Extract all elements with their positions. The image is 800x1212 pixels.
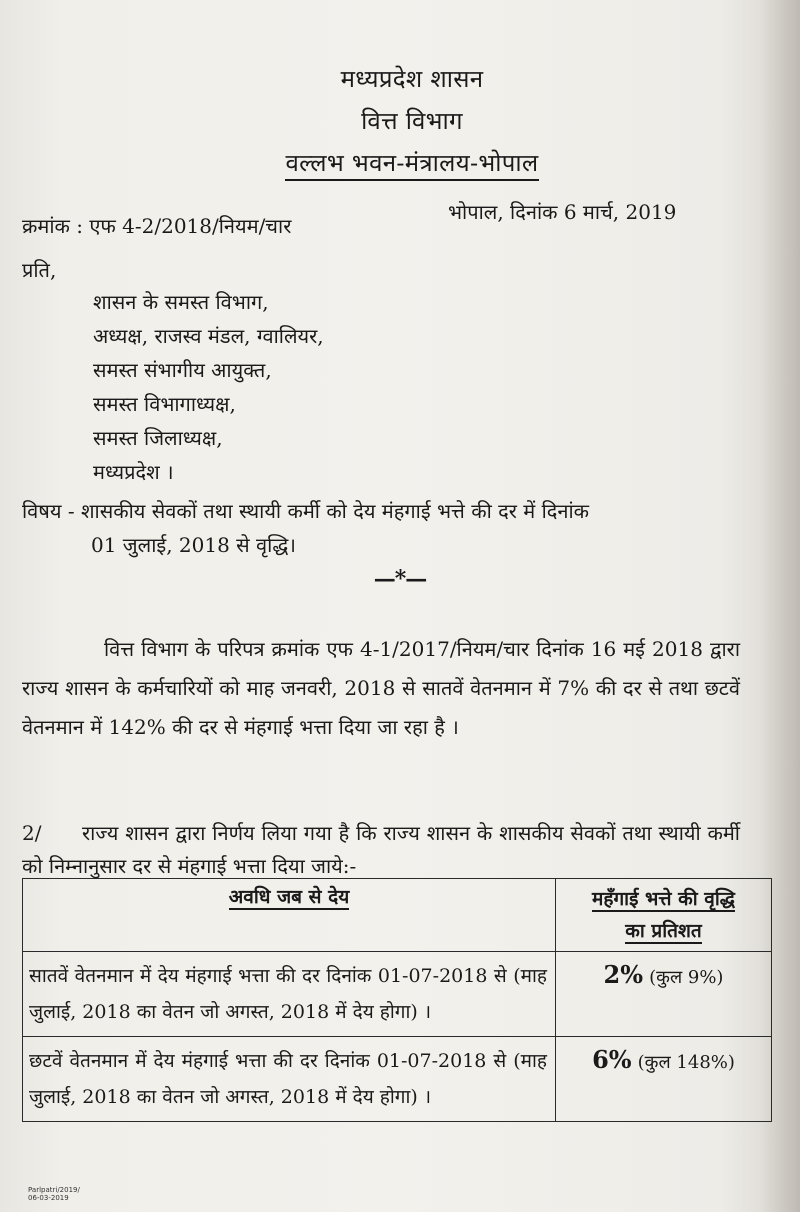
subject-label: विषय - bbox=[22, 499, 81, 523]
da-rate-table bbox=[22, 878, 772, 1122]
recipient-item: मध्यप्रदेश । bbox=[93, 460, 174, 484]
subject-text: शासकीय सेवकों तथा स्थायी कर्मी को देय मंहगाई भत्ते की दर में दिनांक bbox=[80, 499, 590, 523]
header-period: अवधि जब से देय bbox=[23, 879, 556, 952]
table-row bbox=[23, 952, 772, 1037]
row-period: सातवें वेतनमान में देय मंहगाई भत्ता की दर दिनांक 01-07-2018 से (माह जुलाई, 2018 का वेतन जो अगस्त, 2018 में देय होगा) । bbox=[23, 952, 556, 1037]
section-separator: —*— bbox=[373, 566, 427, 592]
addressee-label: प्रति, bbox=[22, 258, 57, 282]
total-value: (कुल 148%) bbox=[637, 1052, 735, 1073]
subject-block bbox=[22, 494, 762, 562]
recipient-item: अध्यक्ष, राजस्व मंडल, ग्वालियर, bbox=[93, 324, 324, 348]
total-value: (कुल 9%) bbox=[649, 967, 724, 988]
office-address-heading bbox=[12, 146, 800, 179]
header-increase: महँगाई भत्ते की वृद्धि का प्रतिशत bbox=[556, 879, 772, 952]
government-heading: मध्यप्रदेश शासन bbox=[340, 65, 484, 93]
paragraph-1: वित्त विभाग के परिपत्र क्रमांक एफ 4-1/2017/नियम/चार दिनांक 16 मई 2018 द्वारा राज्य शासन के कर्मचारियों को माह जनवरी, 2018 से सातवें वेतनमान में 7% की दर से तथा छटवें वेतनमान में 142% की दर से मंहगाई भत्ता दिया जा रहा है । bbox=[22, 637, 740, 739]
file-footnote: Parlpatri/2019/ 06-03-2019 bbox=[28, 1186, 80, 1202]
recipient-list bbox=[93, 285, 324, 489]
paragraph-2-number: 2/ bbox=[22, 821, 42, 845]
increase-value: 2% bbox=[603, 960, 644, 989]
recipient-item: शासन के समस्त विभाग, bbox=[93, 290, 269, 314]
row-percentage bbox=[556, 1037, 772, 1122]
table-row bbox=[23, 1037, 772, 1122]
recipient-item: समस्त विभागाध्यक्ष, bbox=[93, 392, 236, 416]
reference-number: क्रमांक : एफ 4-2/2018/नियम/चार bbox=[22, 214, 292, 238]
paragraph-2 bbox=[22, 817, 740, 883]
row-percentage bbox=[556, 952, 772, 1037]
increase-value: 6% bbox=[592, 1045, 632, 1074]
table-header-row bbox=[23, 879, 772, 952]
recipient-item: समस्त जिलाध्यक्ष, bbox=[93, 426, 223, 450]
recipient-item: समस्त संभागीय आयुक्त, bbox=[93, 358, 272, 382]
row-period: छटवें वेतनमान में देय मंहगाई भत्ता की दर दिनांक 01-07-2018 से (माह जुलाई, 2018 का वेतन जो अगस्त, 2018 में देय होगा) । bbox=[23, 1037, 556, 1122]
paragraph-2-text: राज्य शासन द्वारा निर्णय लिया गया है कि राज्य शासन के शासकीय सेवकों तथा स्थायी कर्मी को निम्नानुसार दर से मंहगाई भत्ता दिया जाये:- bbox=[22, 821, 740, 878]
department-heading: वित्त विभाग bbox=[361, 107, 463, 135]
document-date: भोपाल, दिनांक 6 मार्च, 2019 bbox=[448, 200, 677, 224]
office-address-text: वल्लभ भवन-मंत्रालय-भोपाल bbox=[285, 149, 538, 181]
subject-text-continued: 01 जुलाई, 2018 से वृद्धि। bbox=[91, 533, 296, 557]
